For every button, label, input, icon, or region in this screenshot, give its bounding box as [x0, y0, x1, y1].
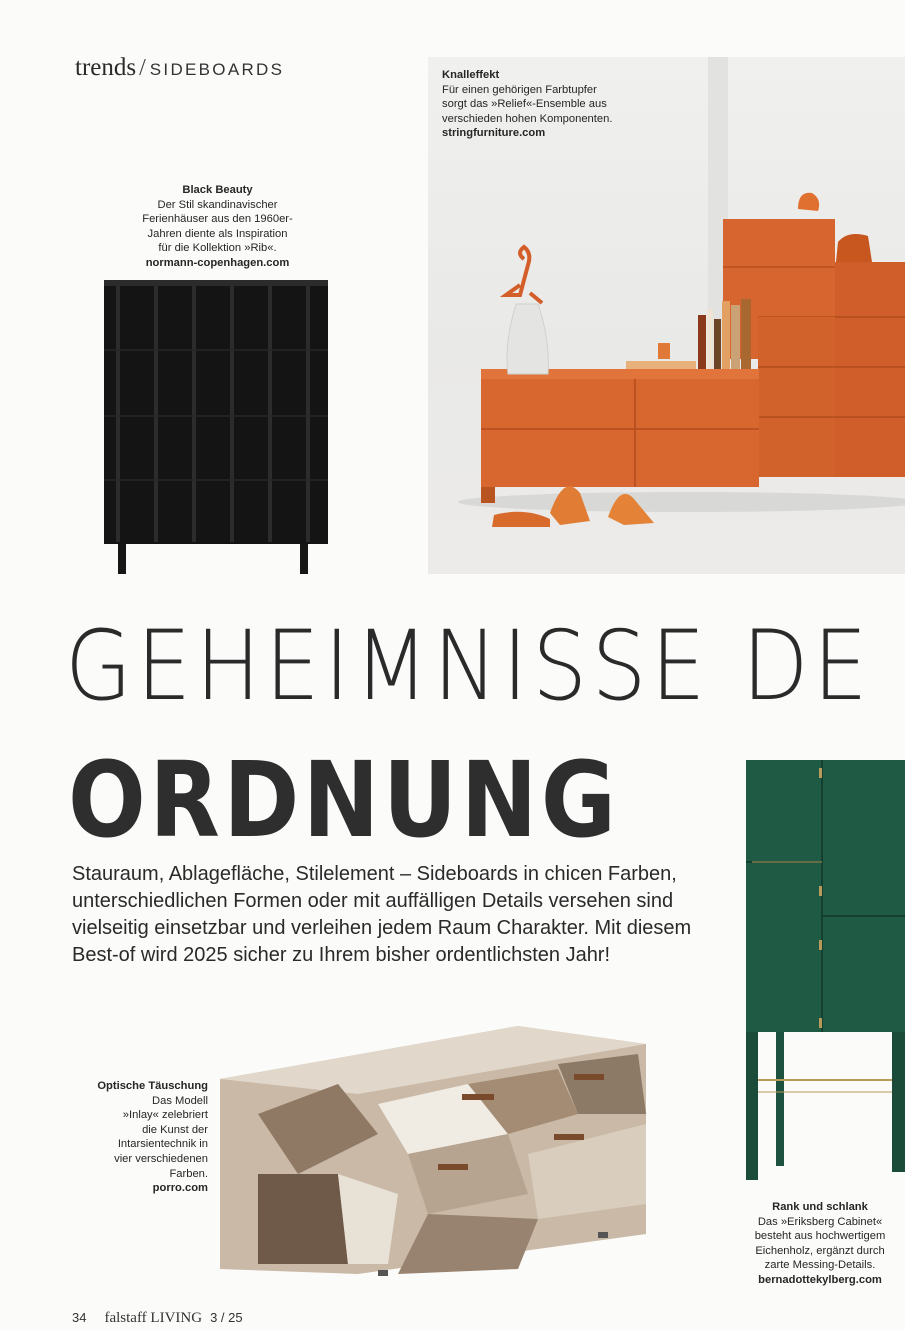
caption-url[interactable]: bernadottekylberg.com: [758, 1273, 882, 1286]
caption-line: für die Kollektion »Rib«.: [158, 242, 277, 255]
caption-black-beauty: [120, 183, 315, 271]
caption-line: Der Stil skandinavischer: [157, 198, 278, 211]
headline-line1: GEHEIMNISSE DE: [65, 610, 873, 722]
caption-line: Intarsientechnik in: [117, 1138, 208, 1151]
caption-title: Optische Täuschung: [97, 1080, 208, 1092]
page-footer: [72, 1310, 243, 1327]
inlay-sideboard-illustration: [218, 1024, 648, 1279]
issue-number: 3 / 25: [210, 1310, 243, 1325]
caption-line: Jahren diente als Inspiration: [147, 227, 288, 240]
caption-url[interactable]: normann-copenhagen.com: [145, 256, 290, 269]
caption-optische-taeuschung: [80, 1079, 208, 1196]
header-section: SIDEBOARDS: [149, 60, 285, 79]
caption-url[interactable]: porro.com: [152, 1182, 208, 1195]
caption-line: Ferienhäuser aus den 1960er-: [142, 213, 293, 226]
caption-line: besteht aus hochwertigem: [754, 1230, 886, 1243]
caption-title: Knalleffekt: [442, 69, 500, 81]
caption-line: verschieden hohen Komponenten.: [442, 112, 613, 125]
headline-line2: ORDNUNG: [68, 739, 620, 861]
section-header: [75, 54, 284, 82]
caption-line: zarte Messing-Details.: [764, 1259, 876, 1272]
caption-line: Das »Eriksberg Cabinet«: [757, 1215, 883, 1228]
caption-line: Das Modell: [152, 1094, 208, 1107]
header-separator: /: [139, 55, 146, 81]
magazine-brand: falstaff LIVING: [104, 1310, 203, 1326]
caption-knalleffekt: [442, 68, 662, 141]
caption-line: Eichenholz, ergänzt durch: [755, 1244, 885, 1257]
caption-line: »Inlay« zelebriert: [122, 1109, 208, 1122]
page-number: 34: [72, 1310, 87, 1325]
caption-line: vier verschiedenen: [114, 1152, 208, 1165]
caption-url[interactable]: stringfurniture.com: [442, 127, 546, 140]
black-cabinet-illustration: [100, 278, 332, 576]
green-cabinet-illustration: [742, 758, 905, 1183]
header-trends: trends: [75, 54, 137, 81]
caption-line: die Kunst der: [142, 1123, 208, 1136]
caption-title: Black Beauty: [182, 184, 253, 196]
caption-line: Farben.: [169, 1167, 208, 1180]
caption-line: sorgt das »Relief«-Ensemble aus: [442, 98, 607, 111]
caption-title: Rank und schlank: [772, 1201, 868, 1213]
intro-text: Stauraum, Ablagefläche, Stilelement – Sideboards in chicen Farben, unterschiedlichen Formen oder mit auffälligen Details versehen sind vielseitig einsetzbar und verleihen jedem Raum Charakter. Mit diesem Best-of wird 2025 sicher zu Ihrem bisher ordentlichsten Jahr!: [72, 863, 692, 966]
caption-line: Für einen gehörigen Farbtupfer: [442, 83, 597, 96]
caption-rank-und-schlank: [745, 1200, 895, 1288]
